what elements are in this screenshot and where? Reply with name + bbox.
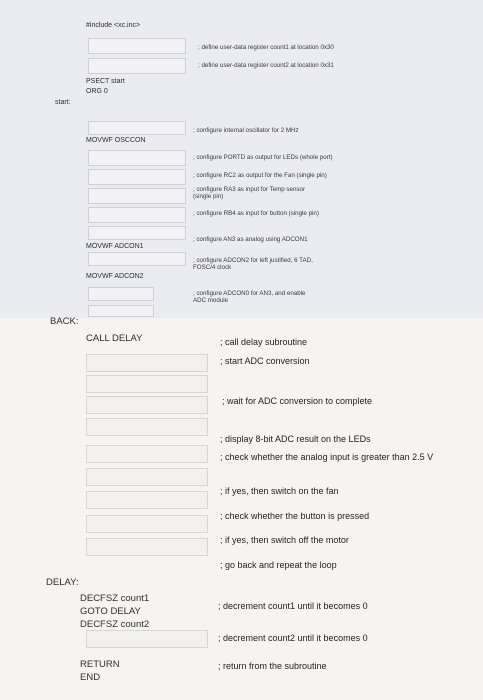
define-count2-comment: ; define user-data register count2 at location 0x31: [198, 62, 334, 69]
osc-comment: ; configure internal oscillator for 2 MHz: [193, 127, 299, 134]
answer-box[interactable]: [86, 445, 208, 463]
answer-box[interactable]: [88, 188, 186, 204]
answer-box[interactable]: [86, 630, 208, 648]
movwf-adcon2: MOVWF ADCON2: [86, 273, 144, 280]
adcon2-comment: ; configure ADCON2 for left justified, 6 TAD, FOSC/4 clock: [193, 257, 313, 272]
display-comment: ; display 8-bit ADC result on the LEDs: [220, 434, 371, 444]
answer-box[interactable]: [86, 375, 208, 393]
bottom-worksheet-photo: [0, 318, 483, 700]
answer-box[interactable]: [86, 515, 208, 533]
goto-delay-line: GOTO DELAY: [80, 606, 141, 617]
call-delay-comment: ; call delay subroutine: [220, 337, 308, 347]
check-analog-comment: ; check whether the analog input is greater than 2.5 V: [220, 452, 434, 462]
decrement-count2-comment: ; decrement count2 until it becomes 0: [218, 633, 368, 643]
adcon0-comment: ; configure ADCON0 for AN3, and enable ADC module: [193, 290, 306, 305]
answer-box[interactable]: [86, 396, 208, 414]
org-line: ORG 0: [86, 88, 108, 95]
answer-box[interactable]: [88, 58, 186, 74]
decfsz-count1-line: DECFSZ count1: [80, 593, 150, 604]
delay-label: DELAY:: [46, 577, 79, 588]
check-button-comment: ; check whether the button is pressed: [220, 511, 370, 521]
back-label: BACK:: [50, 316, 79, 327]
answer-box[interactable]: [88, 169, 186, 185]
answer-box[interactable]: [88, 252, 186, 266]
start-label: start:: [55, 99, 71, 106]
portd-comment: ; configure PORTD as output for LEDs (whole port): [193, 154, 333, 161]
answer-box[interactable]: [88, 226, 186, 240]
ra3-comment: ; configure RA3 as input for Temp sensor (single pin): [193, 186, 306, 201]
end-line: END: [80, 672, 101, 683]
answer-box[interactable]: [86, 418, 208, 436]
answer-box[interactable]: [88, 38, 186, 54]
rc2-comment: ; configure RC2 as output for the Fan (single pin): [193, 172, 327, 179]
an3-comment: ; configure AN3 as analog using ADCON1: [193, 236, 308, 243]
answer-box[interactable]: [88, 121, 186, 135]
movwf-osccon: MOVWF OSCCON: [86, 137, 146, 144]
answer-box[interactable]: [88, 305, 154, 317]
decrement-count1-comment: ; decrement count1 until it becomes 0: [218, 601, 368, 611]
return-line: RETURN: [80, 659, 120, 670]
decfsz-count2-line: DECFSZ count2: [80, 619, 150, 630]
psect-line: PSECT start: [86, 78, 125, 85]
answer-box[interactable]: [88, 207, 186, 223]
return-comment: ; return from the subroutine: [218, 661, 327, 671]
answer-box[interactable]: [86, 491, 208, 509]
repeat-comment: ; go back and repeat the loop: [220, 560, 337, 570]
call-delay-line: CALL DELAY: [86, 333, 143, 344]
motor-off-comment: ; if yes, then switch off the motor: [220, 535, 349, 545]
start-adc-comment: ; start ADC conversion: [220, 356, 310, 366]
define-count1-comment: ; define user-data register count1 at location 0x30: [198, 44, 334, 51]
answer-box[interactable]: [86, 538, 208, 556]
answer-box[interactable]: [86, 468, 208, 486]
answer-box[interactable]: [88, 287, 154, 301]
rb4-comment: ; configure RB4 as input for button (single pin): [193, 210, 319, 217]
include-line: #include <xc.inc>: [86, 22, 141, 29]
fan-on-comment: ; if yes, then switch on the fan: [220, 486, 339, 496]
answer-box[interactable]: [86, 354, 208, 372]
movwf-adcon1: MOVWF ADCON1: [86, 243, 144, 250]
answer-box[interactable]: [88, 150, 186, 166]
top-worksheet-photo: [0, 0, 483, 318]
wait-adc-comment: ; wait for ADC conversion to complete: [222, 396, 373, 406]
